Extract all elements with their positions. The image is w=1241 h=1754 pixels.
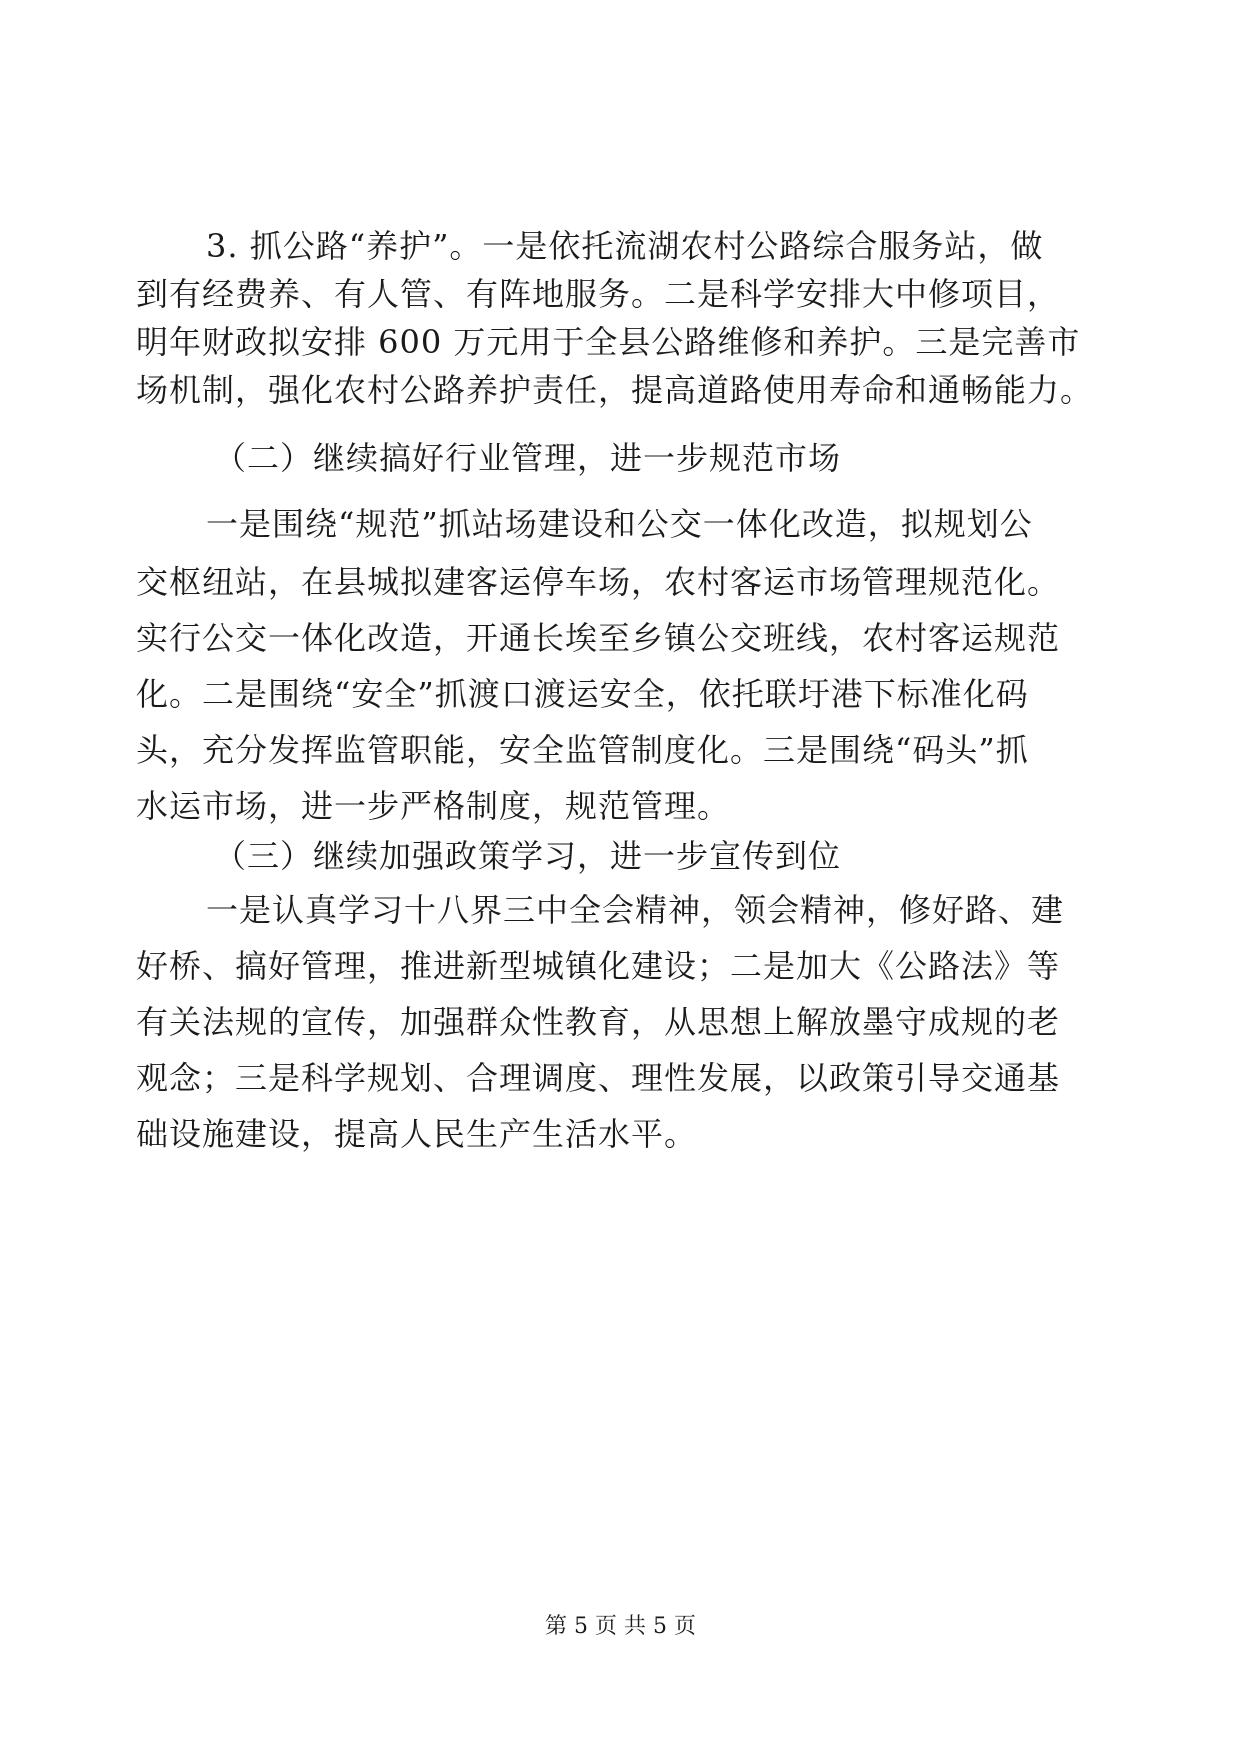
text-line: 一是认真学习十八界三中全会精神，领会精神，修好路、建 <box>206 891 1065 929</box>
section-heading: （二）继续搞好行业管理，进一步规范市场 <box>214 439 842 477</box>
text-line: 有关法规的宣传，加强群众性教育，从思想上解放墨守成规的老 <box>136 1003 1061 1041</box>
text-line: 水运市场，进一步严格制度，规范管理。 <box>136 787 731 825</box>
text-line: 交枢纽站，在县城拟建客运停车场，农村客运市场管理规范化。 <box>136 563 1061 601</box>
text-line: 实行公交一体化改造，开通长埃至乡镇公交班线，农村客运规范 <box>136 619 1061 657</box>
text-line: 化。二是围绕“安全”抓渡口渡运安全，依托联圩港下标准化码 <box>136 675 1029 713</box>
text-line: 头，充分发挥监管职能，安全监管制度化。三是围绕“码头”抓 <box>136 731 1029 769</box>
text-line: 一是围绕“规范”抓站场建设和公交一体化改造，拟规划公 <box>206 505 1033 543</box>
text-line: 3. 抓公路“养护”。一是依托流湖农村公路综合服务站，做 <box>206 227 1044 265</box>
text-line: 观念；三是科学规划、合理调度、理性发展，以政策引导交通基 <box>136 1059 1061 1097</box>
text-line: 好桥、搞好管理，推进新型城镇化建设；二是加大《公路法》等 <box>136 947 1061 985</box>
text-line: 础设施建设，提高人民生产生活水平。 <box>136 1115 698 1153</box>
page-number: 第 5 页 共 5 页 <box>545 1614 696 1639</box>
section-heading: （三）继续加强政策学习，进一步宣传到位 <box>214 837 842 875</box>
text-line: 明年财政拟安排 600 万元用于全县公路维修和养护。三是完善市 <box>136 323 1081 361</box>
text-line: 到有经费养、有人管、有阵地服务。二是科学安排大中修项目， <box>136 275 1061 313</box>
text-line: 场机制，强化农村公路养护责任，提高道路使用寿命和通畅能力。 <box>136 371 1094 409</box>
